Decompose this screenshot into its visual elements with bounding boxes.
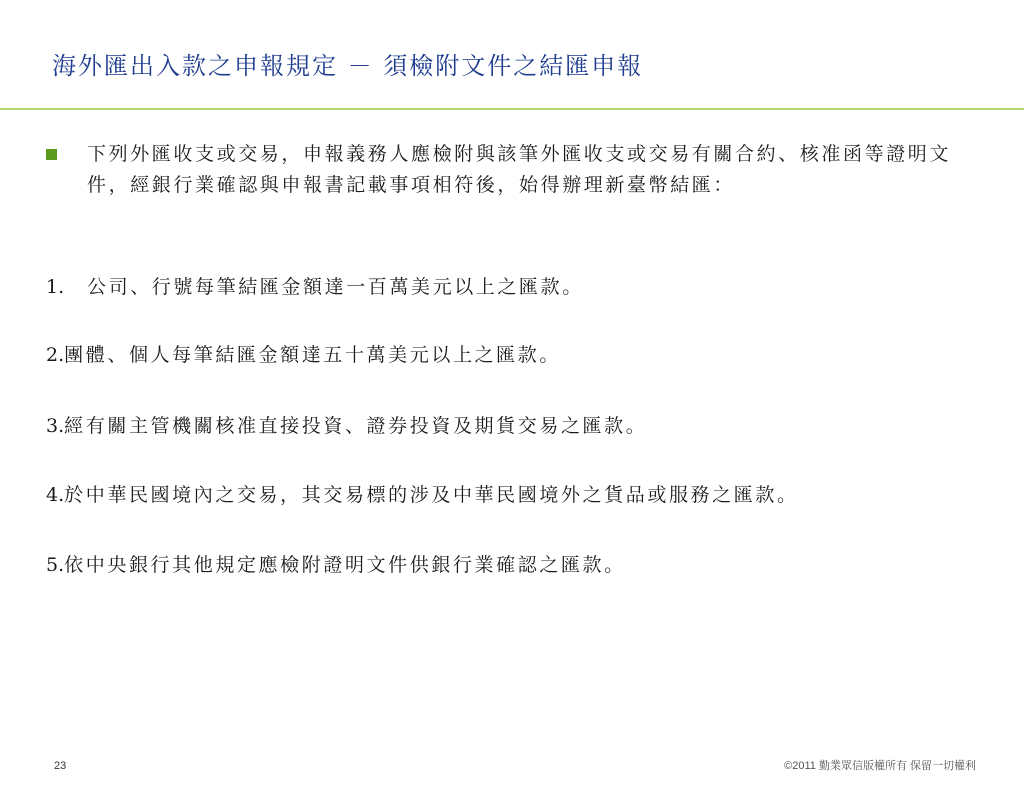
slide-title: 海外匯出入款之申報規定 － 須檢附文件之結匯申報	[52, 52, 644, 80]
list-item	[46, 341, 561, 369]
list-item	[46, 412, 647, 440]
list-item-number: 4.	[46, 484, 65, 506]
list-item-text: 公司、行號每筆結匯金額達一百萬美元以上之匯款。	[87, 276, 584, 298]
list-item	[46, 273, 584, 301]
list-item	[46, 551, 626, 579]
title-divider	[0, 108, 1024, 110]
list-item-text: 團體、個人每筆結匯金額達五十萬美元以上之匯款。	[64, 344, 561, 366]
list-item-text: 依中央銀行其他規定應檢附證明文件供銀行業確認之匯款。	[64, 554, 626, 576]
list-item-text: 於中華民國境內之交易，其交易標的涉及中華民國境外之貨品或服務之匯款。	[64, 484, 799, 506]
list-item-number: 5.	[46, 554, 65, 576]
list-item-text: 經有關主管機關核准直接投資、證券投資及期貨交易之匯款。	[64, 415, 648, 437]
list-item-number: 1.	[46, 276, 65, 298]
intro-text: 下列外匯收支或交易，申報義務人應檢附與該筆外匯收支或交易有關合約、核准函等證明文件，經銀行業確認與申報書記載事項相符後，始得辦理新臺幣結匯：	[87, 143, 952, 196]
list-item-number: 2.	[46, 344, 65, 366]
list-item	[46, 481, 799, 509]
page-number: 23	[54, 760, 67, 772]
square-bullet-icon	[46, 149, 57, 160]
intro-bullet	[46, 139, 976, 201]
list-item-number: 3.	[46, 415, 65, 437]
copyright-notice: ©2011 勤業眾信版權所有 保留一切權利	[784, 760, 976, 772]
